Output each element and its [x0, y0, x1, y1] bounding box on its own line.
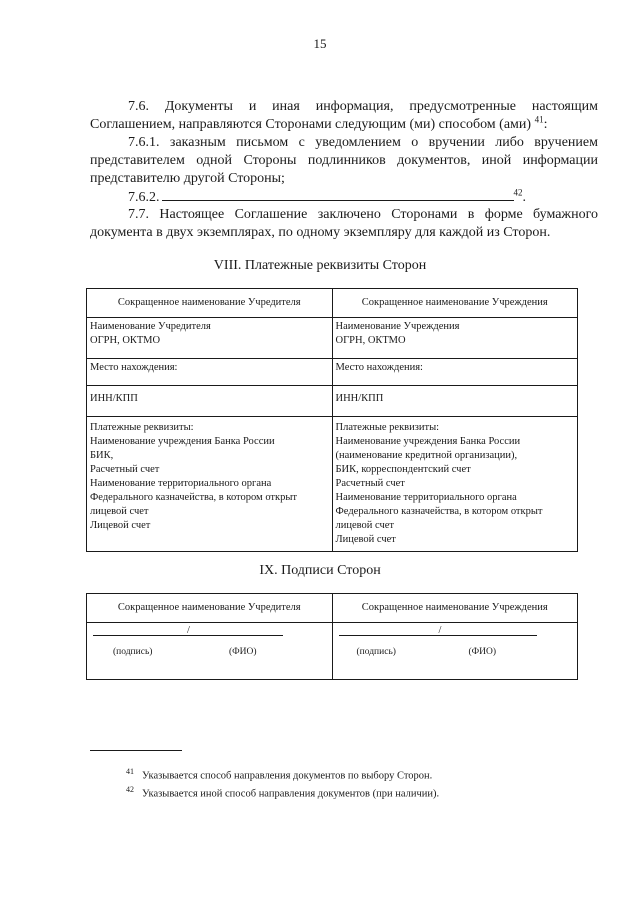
name-label: (ФИО) — [468, 647, 497, 657]
paragraph-7-6-end: : — [543, 117, 548, 132]
founder-name-cell — [87, 318, 333, 359]
footnote-mark: 42 — [126, 785, 134, 794]
paragraph-7-6-2-end: . — [522, 190, 526, 205]
footnote-mark: 41 — [126, 767, 134, 776]
name-label: (ФИО) — [229, 647, 257, 657]
cell-line: Федерального казначейства, в котором открыт — [335, 506, 543, 517]
table-row — [87, 318, 578, 359]
paragraph-7-6-2 — [90, 188, 598, 207]
cell-line: Лицевой счет — [335, 534, 396, 545]
signature-label: (подпись) — [356, 647, 396, 657]
footnote-ref-42: 42 — [513, 187, 523, 198]
founder-header-cell: Сокращенное наименование Учредителя — [87, 289, 333, 318]
payment-details-table — [86, 288, 578, 552]
signature-line — [339, 635, 537, 636]
paragraph-7-6-2-label: 7.6.2. — [128, 190, 160, 205]
paragraph-7-6 — [90, 98, 598, 134]
footnote-ref-41: 41 — [534, 114, 544, 125]
cell-line: БИК, — [90, 450, 114, 461]
footnote-text: Указывается иной способ направления документов (при наличии). — [142, 788, 440, 800]
paragraph-7-7: 7.7. Настоящее Соглашение заключено Сторонами в форме бумажного документа в двух экземплярах, по одному экземпляру для каждой из Сторон. — [90, 207, 598, 240]
founder-header-cell: Сокращенное наименование Учредителя — [87, 594, 333, 623]
footnote-42 — [126, 785, 439, 800]
page-number: 15 — [313, 36, 327, 51]
cell-line: ОГРН, ОКТМО — [335, 335, 406, 346]
table-row — [87, 386, 578, 417]
institution-header-cell: Сокращенное наименование Учреждения — [332, 289, 578, 318]
footnote-41 — [126, 767, 432, 782]
institution-location-cell: Место нахождения: — [332, 359, 578, 386]
table-row — [87, 359, 578, 386]
paragraph-7-6-1: 7.6.1. заказным письмом с уведомлением о вручении либо вручением представителем одной Стороны подлинников документов, иной информации представителю другой Стороны; — [90, 135, 598, 186]
cell-line: БИК, корреспондентский счет — [335, 464, 471, 475]
cell-line: Наименование территориального органа — [90, 478, 272, 489]
founder-location-cell: Место нахождения: — [87, 359, 333, 386]
institution-signature-cell — [332, 623, 578, 680]
table-row — [87, 289, 578, 318]
cell-line: Наименование Учреждения — [335, 321, 460, 332]
cell-line: Платежные реквизиты: — [90, 422, 194, 433]
table-row — [87, 623, 578, 680]
signatures-table — [86, 593, 578, 680]
footnote-separator — [90, 750, 182, 751]
institution-name-cell — [332, 318, 578, 359]
founder-inn-cell: ИНН/КПП — [87, 386, 333, 417]
institution-inn-cell: ИНН/КПП — [332, 386, 578, 417]
blank-fill-line — [162, 188, 514, 201]
cell-line: Расчетный счет — [90, 464, 160, 475]
cell-line: Наименование Учредителя — [90, 321, 211, 332]
cell-line: лицевой счет — [335, 520, 394, 531]
footnote-text: Указывается способ направления документов по выбору Сторон. — [142, 770, 433, 782]
cell-line: Наименование учреждения Банка России — [90, 436, 275, 447]
section-9-title: IX. Подписи Сторон — [259, 563, 381, 578]
table-row — [87, 594, 578, 623]
founder-payment-cell — [87, 417, 333, 552]
paragraph-7-6-text: 7.6. Документы и иная информация, предусмотренные настоящим Соглашением, направляются Сторонами следующим (ми) способом (ами) — [90, 99, 598, 132]
cell-line: Наименование учреждения Банка России — [335, 436, 521, 447]
cell-line: (наименование кредитной организации), — [335, 450, 518, 461]
founder-signature-cell — [87, 623, 333, 680]
institution-header-cell: Сокращенное наименование Учреждения — [332, 594, 578, 623]
cell-line: Платежные реквизиты: — [335, 422, 440, 433]
signature-slash: / — [438, 625, 442, 636]
cell-line: Федерального казначейства, в котором открыт — [90, 492, 298, 503]
section-8-title: VIII. Платежные реквизиты Сторон — [213, 258, 427, 273]
signature-label: (подпись) — [113, 647, 153, 657]
table-row — [87, 417, 578, 552]
cell-line: Расчетный счет — [335, 478, 405, 489]
institution-payment-cell — [332, 417, 578, 552]
signature-slash: / — [187, 625, 190, 636]
cell-line: лицевой счет — [90, 506, 149, 517]
cell-line: Наименование территориального органа — [335, 492, 517, 503]
cell-line: Лицевой счет — [90, 520, 151, 531]
cell-line: ОГРН, ОКТМО — [90, 335, 161, 346]
